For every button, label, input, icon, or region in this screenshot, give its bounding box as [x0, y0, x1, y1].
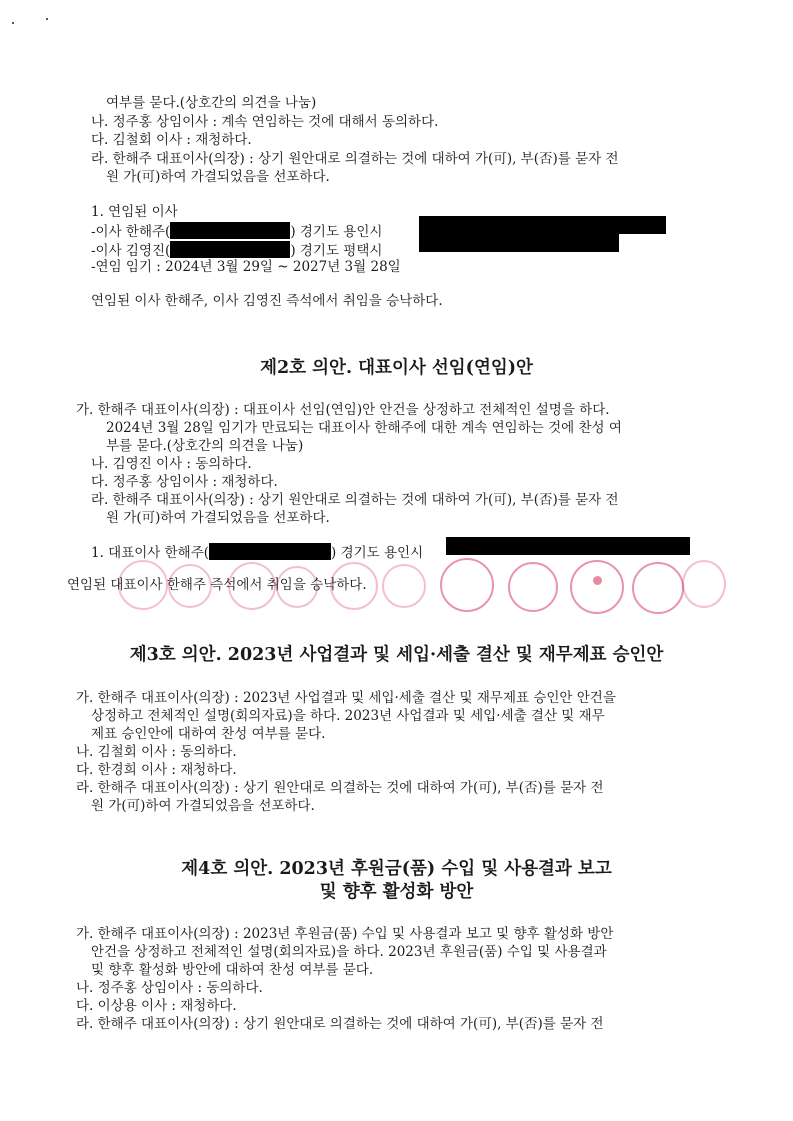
text-line: 다. 한경희 이사 : 재청하다.	[76, 762, 237, 778]
seal-stamp	[632, 562, 684, 614]
redaction-box	[419, 216, 666, 234]
seal-ink-blot	[593, 576, 602, 585]
text-line: 안건을 상정하고 전체적인 설명(회의자료)을 하다. 2023년 후원금(품) 수입 및 사용결과	[91, 944, 607, 960]
ceo-line	[91, 543, 423, 561]
text-line: 라. 한해주 대표이사(의장) : 상기 원안대로 의결하는 것에 대하여 가(可), 부(否)를 묻자 전	[91, 151, 619, 167]
text-line: 라. 한해주 대표이사(의장) : 상기 원안대로 의결하는 것에 대하여 가(可), 부(否)를 묻자 전	[91, 492, 619, 508]
list-heading: 1. 연임된 이사	[91, 204, 178, 220]
text-line: 다. 김철회 이사 : 재청하다.	[91, 132, 252, 148]
text-line: 나. 정주홍 상임이사 : 동의하다.	[76, 980, 263, 996]
text-line: 나. 김철회 이사 : 동의하다.	[76, 744, 237, 760]
director-line	[91, 222, 382, 240]
text-line: 다. 이상용 이사 : 재청하다.	[76, 998, 237, 1014]
text-line: 2024년 3월 28일 임기가 만료되는 대표이사 한해주에 대한 계속 연임하는 것에 찬성 여	[106, 420, 622, 436]
redaction-box	[419, 234, 619, 252]
redaction-box	[170, 241, 290, 258]
redaction-box	[446, 537, 690, 555]
text-line: 상정하고 전체적인 설명(회의자료)을 하다. 2023년 사업결과 및 세입·세출 결산 및 재무	[91, 708, 605, 724]
director-line	[91, 241, 382, 259]
text-line: 부를 묻다.(상호간의 의견을 나눔)	[106, 438, 304, 454]
agenda-title: 제4호 의안. 2023년 후원금(품) 수입 및 사용결과 보고	[181, 859, 612, 879]
text-line: -연임 임기 : 2024년 3월 29일 ~ 2027년 3월 28일	[91, 259, 401, 275]
director-address: ) 경기도 평택시	[290, 243, 383, 259]
text-line: 라. 한해주 대표이사(의장) : 상기 원안대로 의결하는 것에 대하여 가(可), 부(否)를 묻자 전	[76, 780, 604, 796]
text-line: 다. 정주홍 상임이사 : 재청하다.	[91, 474, 278, 490]
text-line: 원 가(可)하여 가결되었음을 선포하다.	[91, 798, 315, 814]
text-line: 연임된 이사 한해주, 이사 김영진 즉석에서 취임을 승낙하다.	[91, 293, 443, 309]
text-line: 원 가(可)하여 가결되었음을 선포하다.	[106, 169, 330, 185]
text-line: 가. 한해주 대표이사(의장) : 2023년 사업결과 및 세입·세출 결산 및 재무제표 승인안 안건을	[76, 690, 616, 706]
text-line: 제표 승인안에 대하여 찬성 여부를 묻다.	[91, 726, 326, 742]
text-line: 가. 한해주 대표이사(의장) : 2023년 후원금(품) 수입 및 사용결과 보고 및 향후 활성화 방안	[76, 926, 614, 942]
text-line: 나. 김영진 이사 : 동의하다.	[91, 456, 252, 472]
seal-stamp	[682, 560, 726, 608]
text-line: 연임된 대표이사 한해주 즉석에서 취임을 승낙하다.	[67, 577, 367, 593]
director-address: ) 경기도 용인시	[290, 224, 383, 240]
director-name: -이사 김영진(	[91, 243, 171, 259]
agenda-title: 제3호 의안. 2023년 사업결과 및 세입·세출 결산 및 재무제표 승인안	[129, 645, 664, 665]
seal-stamp	[440, 558, 494, 612]
text-line: 가. 한해주 대표이사(의장) : 대표이사 선임(연임)안 안건을 상정하고 전체적인 설명을 하다.	[76, 402, 610, 418]
seal-stamp	[570, 560, 624, 614]
seal-stamp	[508, 562, 558, 612]
redaction-box	[170, 222, 290, 239]
text-line: 나. 정주홍 상임이사 : 계속 연임하는 것에 대해서 동의하다.	[91, 114, 439, 130]
text-line: 원 가(可)하여 가결되었음을 선포하다.	[106, 510, 330, 526]
scan-speck	[46, 18, 48, 20]
text-line: 라. 한해주 대표이사(의장) : 상기 원안대로 의결하는 것에 대하여 가(可), 부(否)를 묻자 전	[76, 1016, 604, 1032]
scan-speck	[12, 22, 14, 24]
director-name: -이사 한해주(	[91, 224, 171, 240]
agenda-title-continued: 및 향후 활성화 방안	[319, 882, 474, 902]
redaction-box	[209, 543, 331, 560]
text-line: 및 향후 활성화 방안에 대하여 찬성 여부를 묻다.	[91, 962, 374, 978]
agenda-title: 제2호 의안. 대표이사 선임(연임)안	[260, 358, 533, 378]
ceo-address: ) 경기도 용인시	[331, 545, 424, 561]
text-line: 여부를 묻다.(상호간의 의견을 나눔)	[106, 95, 317, 111]
seal-stamp	[382, 564, 426, 608]
ceo-name: 1. 대표이사 한해주(	[91, 545, 210, 561]
